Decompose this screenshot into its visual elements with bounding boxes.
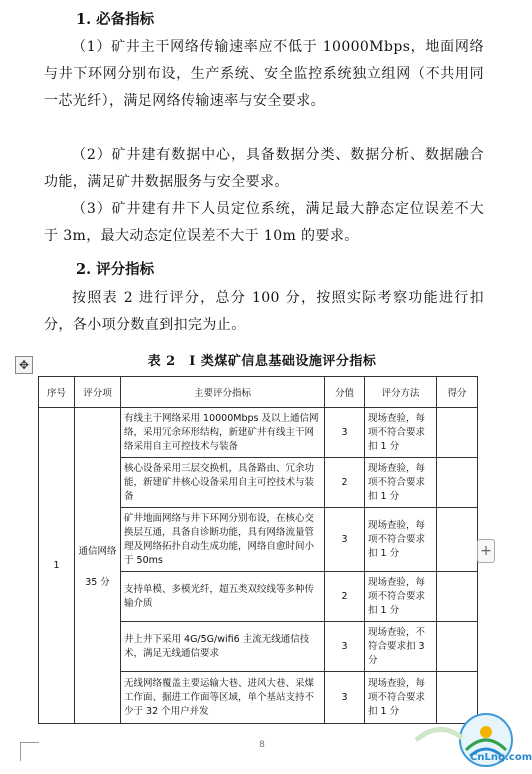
points-cell: 3 bbox=[325, 622, 365, 672]
score-cell[interactable] bbox=[437, 572, 478, 622]
points-cell: 2 bbox=[325, 572, 365, 622]
points-cell: 3 bbox=[325, 508, 365, 572]
points-cell: 2 bbox=[325, 458, 365, 508]
score-cell[interactable] bbox=[437, 508, 478, 572]
criterion-cell: 有线主干网络采用 10000Mbps 及以上通信网络，采用冗余环形结构，新建矿井有线主干网络采用自主可控技术与装备 bbox=[121, 408, 325, 458]
header-method: 评分方法 bbox=[365, 377, 437, 408]
watermark-text: CnLng.com bbox=[470, 752, 532, 763]
method-cell: 现场查验，每项不符合要求扣 1 分 bbox=[365, 572, 437, 622]
score-cell[interactable] bbox=[437, 408, 478, 458]
score-cell[interactable] bbox=[437, 458, 478, 508]
header-score: 得分 bbox=[437, 377, 478, 408]
method-cell: 现场查验，每项不符合要求扣 1 分 bbox=[365, 408, 437, 458]
row-seq-cell: 1 bbox=[39, 408, 75, 724]
points-cell: 3 bbox=[325, 672, 365, 724]
header-criteria: 主要评分指标 bbox=[121, 377, 325, 408]
item-total-score: 35 分 bbox=[85, 577, 110, 588]
page-number: 8 bbox=[259, 740, 265, 750]
header-item: 评分项 bbox=[75, 377, 121, 408]
section-heading-scoring: 2. 评分指标 bbox=[76, 261, 155, 278]
table-row bbox=[39, 408, 478, 458]
table-move-handle-icon[interactable]: ✥ bbox=[15, 356, 33, 374]
table-caption: 表 2 I 类煤矿信息基础设施评分指标 bbox=[147, 354, 377, 369]
add-row-plus-icon[interactable]: + bbox=[477, 539, 495, 563]
method-cell: 现场查验，每项不符合要求扣 1 分 bbox=[365, 458, 437, 508]
header-seq: 序号 bbox=[39, 377, 75, 408]
paragraph-data-center: （2）矿井建有数据中心，具备数据分类、数据分析、数据融合功能，满足矿井数据服务与安全要求。 bbox=[44, 147, 484, 190]
paragraph-network-speed: （1）矿井主干网络传输速率应不低于 10000Mbps，地面网络与井下环网分别布设，生产系统、安全监控系统独立组网（不共用同一芯光纤），满足网络传输速率与安全要求。 bbox=[44, 39, 484, 109]
method-cell: 现场查验，每项不符合要求扣 1 分 bbox=[365, 508, 437, 572]
item-name: 通信网络 bbox=[78, 546, 117, 557]
method-cell: 现场查验，每项不符合要求扣 1 分 bbox=[365, 672, 437, 724]
criterion-cell: 井上井下采用 4G/5G/wifi6 主流无线通信技术，满足无线通信要求 bbox=[121, 622, 325, 672]
paragraph-personnel-location: （3）矿井建有井下人员定位系统，满足最大静态定位误差不大于 3m，最大动态定位误差不大于 10m 的要求。 bbox=[44, 201, 484, 244]
criterion-cell: 无线网络覆盖主要运输大巷、进风大巷、采煤工作面、掘进工作面等区域，单个基站支持不少于 32 个用户并发 bbox=[121, 672, 325, 724]
criterion-cell: 核心设备采用三层交换机，具备路由、冗余功能，新建矿井核心设备采用自主可控技术与装备 bbox=[121, 458, 325, 508]
method-cell: 现场查验，不符合要求扣 3 分 bbox=[365, 622, 437, 672]
criterion-cell: 矿井地面网络与井下环网分别布设，在核心交换层互通，具备自诊断功能，具有网络流量管理及网络拓扑自动生成功能，网络自愈时间小于 50ms bbox=[121, 508, 325, 572]
scoring-table bbox=[38, 376, 478, 724]
score-cell[interactable] bbox=[437, 622, 478, 672]
table-header-row bbox=[39, 377, 478, 408]
header-points: 分值 bbox=[325, 377, 365, 408]
points-cell: 3 bbox=[325, 408, 365, 458]
criterion-cell: 支持单模、多模光纤，超五类双绞线等多种传输介质 bbox=[121, 572, 325, 622]
section-heading-required: 1. 必备指标 bbox=[76, 11, 155, 28]
item-cell bbox=[75, 408, 121, 724]
paragraph-scoring-rule: 按照表 2 进行评分，总分 100 分，按照实际考察功能进行扣分，各小项分数直到扣完为止。 bbox=[44, 290, 484, 333]
